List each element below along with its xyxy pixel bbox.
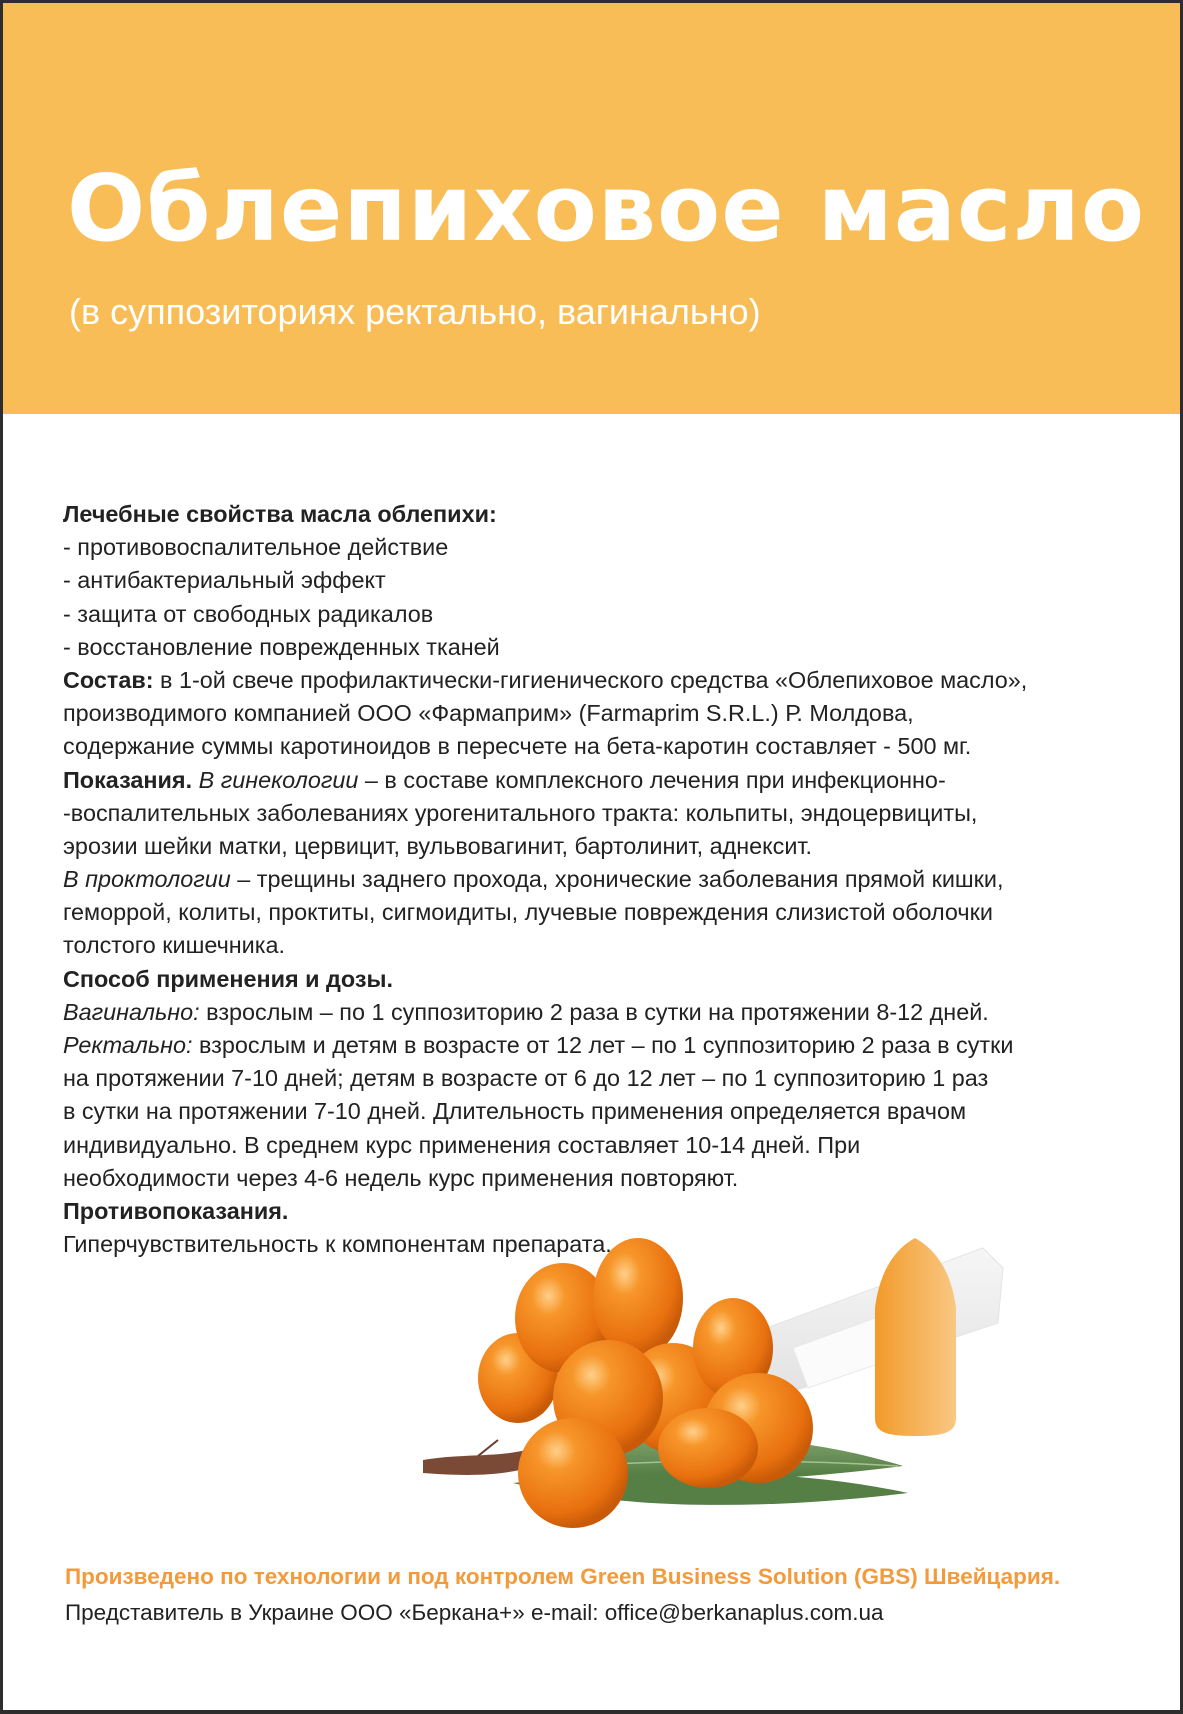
vaginal-label: Вагинально: bbox=[63, 998, 200, 1025]
gynecology-label: В гинекологии bbox=[198, 766, 359, 793]
composition-line: производимого компанией ООО «Фармаприм» (Farmaprim S.R.L.) Р. Молдова, bbox=[63, 700, 914, 727]
contraindications-heading: Противопоказания. bbox=[63, 1197, 289, 1224]
proctology-line: геморрой, колиты, проктиты, сигмоидиты, лучевые повреждения слизистой оболочки bbox=[63, 899, 993, 926]
indications-line: эрозии шейки матки, цервицит, вульвовагинит, бартолинит, аднексит. bbox=[63, 832, 813, 859]
property-item: - противовоспалительное действие bbox=[63, 534, 449, 561]
manufacturer-note: Произведено по технологии и под контролем Green Business Solution (GBS) Швейцария. bbox=[65, 1564, 1061, 1589]
property-item: - защита от свободных радикалов bbox=[63, 600, 434, 627]
property-item: - восстановление поврежденных тканей bbox=[63, 633, 500, 660]
dosage-rectal: в сутки на протяжении 7-10 дней. Длительность применения определяется врачом bbox=[63, 1098, 967, 1125]
rectal-label: Ректально: bbox=[63, 1032, 193, 1058]
product-title: Облепиховое масло bbox=[67, 155, 1146, 262]
sea-buckthorn-illustration bbox=[423, 1228, 1103, 1528]
composition-line: Состав: в 1-ой свече профилактически-гигиенического средства «Облепиховое масло», bbox=[63, 666, 1028, 693]
property-item: - антибактериальный эффект bbox=[63, 567, 386, 594]
leaflet-body bbox=[63, 498, 1163, 1261]
proctology-line: толстого кишечника. bbox=[63, 932, 285, 959]
header-banner bbox=[3, 3, 1180, 414]
dosage-heading: Способ применения и дозы. bbox=[63, 965, 393, 992]
dosage-rectal: индивидуально. В среднем курс применения составляет 10-14 дней. При bbox=[63, 1131, 861, 1158]
dosage-rectal: на протяжении 7-10 дней; детям в возрасте от 6 до 12 лет – по 1 суппозиторию 1 раз bbox=[63, 1065, 989, 1092]
contraindications-text: Гиперчувствительность к компонентам препарата. bbox=[63, 1231, 612, 1258]
product-subtitle: (в суппозиториях ректально, вагинально) bbox=[69, 291, 761, 332]
representative-contact: Представитель в Украине ООО «Беркана+» e-mail: office@berkanaplus.com.ua bbox=[65, 1600, 884, 1625]
indications-line: Показания. В гинекологии – в составе комплексного лечения при инфекционно- bbox=[63, 766, 946, 793]
dosage-rectal: Ректально: взрослым и детям в возрасте от 12 лет – по 1 суппозиторию 2 раза в сутки bbox=[63, 1032, 1014, 1058]
indications-label: Показания. bbox=[63, 766, 193, 793]
indications-line: -воспалительных заболеваниях урогенитального тракта: кольпиты, эндоцервициты, bbox=[63, 799, 978, 826]
properties-heading: Лечебные свойства масла облепихи: bbox=[63, 501, 497, 527]
proctology-line: В проктологии – трещины заднего прохода, хронические заболевания прямой кишки, bbox=[63, 866, 1004, 893]
composition-line: содержание суммы каротиноидов в пересчете на бета-каротин составляет - 500 мг. bbox=[63, 733, 972, 760]
composition-label: Состав: bbox=[63, 666, 154, 693]
suppository-icon bbox=[875, 1238, 956, 1436]
dosage-rectal: необходимости через 4-6 недель курс применения повторяют. bbox=[63, 1164, 739, 1191]
dosage-vaginal: Вагинально: взрослым – по 1 суппозиторию 2 раза в сутки на протяжении 8-12 дней. bbox=[63, 998, 989, 1025]
proctology-label: В проктологии bbox=[63, 866, 231, 893]
